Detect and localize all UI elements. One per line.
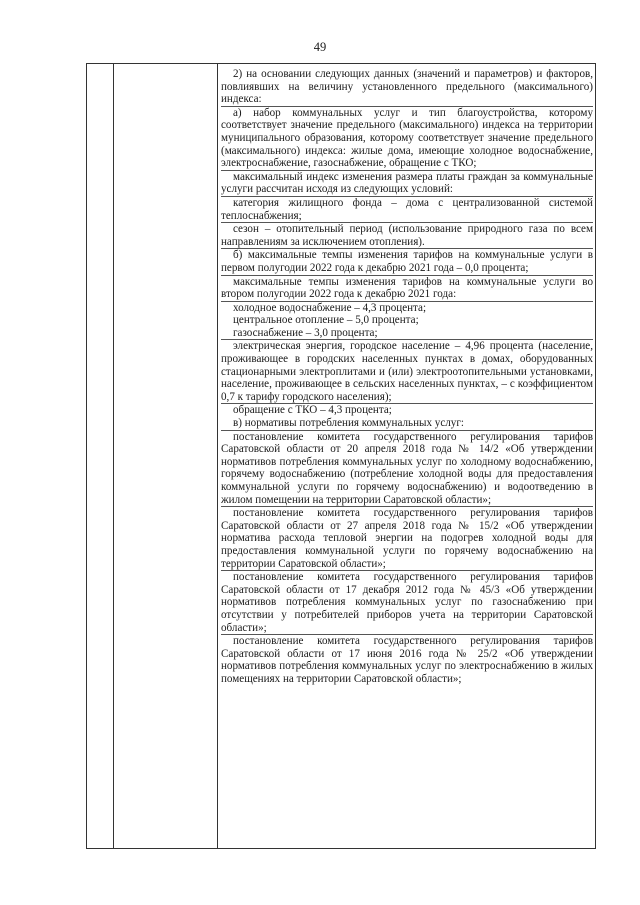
paragraph: б) максимальные темпы изменения тарифов на коммунальные услуги в первом полугодии 2022 года к декабрю 2021 года – 0,0 процента;	[221, 249, 593, 274]
paragraph: максимальный индекс изменения размера платы граждан за коммунальные услуги рассчитан исходя из следующих условий:	[221, 170, 593, 196]
paragraph: в) нормативы потребления коммунальных услуг:	[221, 417, 593, 431]
paragraph: сезон – отопительный период (использование природного газа по всем направлениям за исключением отопления).	[221, 223, 593, 248]
paragraph: обращение с ТКО – 4,3 процента;	[233, 404, 392, 417]
paragraph: электрическая энергия, городское население – 4,96 процента (население, проживающее в городских населенных пунктах в домах, оборудованных стационарными электроплитами и (или) электроотопительными установками, население, проживающее в сельских населенных пунктах, – с коэффициентом 0,7 к тарифу городского населения);	[221, 340, 593, 403]
document-table	[86, 63, 596, 849]
page-number: 49	[313, 40, 327, 54]
paragraph: постановление комитета государственного регулирования тарифов Саратовской области от 27 апреля 2018 года № 15/2 «Об утверждении норматива расхода тепловой энергии на подогрев холодной воды для предоставления коммунальной услуги по горячему водоснабжению на территории Саратовской области»;	[221, 507, 593, 570]
paragraph: постановление комитета государственного регулирования тарифов Саратовской области от 17 декабря 2012 года № 45/3 «Об утверждении нормативов потребления коммунальных услуг по газоснабжению при отсутствии у потребителей приборов учета на территории Саратовской области»;	[221, 571, 593, 634]
paragraph: центральное отопление – 5,0 процента;	[233, 314, 419, 327]
paragraph: газоснабжение – 3,0 процента;	[221, 327, 593, 341]
paragraph: холодное водоснабжение – 4,3 процента;	[233, 301, 427, 314]
table-column-divider	[217, 64, 218, 848]
paragraph: постановление комитета государственного регулирования тарифов Саратовской области от 17 июня 2016 года № 25/2 «Об утверждении нормативов потребления коммунальных услуг по электроснабжению в жилых помещениях на территории Саратовской области»;	[221, 635, 593, 685]
paragraph: максимальные темпы изменения тарифов на коммунальные услуги во втором полугодии 2022 года к декабрю 2021 года:	[221, 275, 593, 301]
paragraph: а) набор коммунальных услуг и тип благоустройства, которому соответствует значение предельного (максимального) индекса на территории муниципального образования, которому соответствует значение предельного (максимального) индекса: жилые дома, имеющие холодное водоснабжение, электроснабжение, газоснабжение, обращение с ТКО;	[221, 106, 593, 170]
table-text-cell	[221, 68, 593, 686]
paragraph: постановление комитета государственного регулирования тарифов Саратовской области от 20 апреля 2018 года № 14/2 «Об утверждении нормативов потребления коммунальных услуг по холодному водоснабжению, горячему водоснабжению (потребление холодной воды для предоставления коммунальной услуги по горячему водоснабжению) и водоотведению в жилом помещении на территории Саратовской области»;	[221, 430, 593, 506]
table-column-divider	[113, 64, 114, 848]
paragraph: 2) на основании следующих данных (значений и параметров) и факторов, повлиявших на величину установленного предельного (максимального) индекса:	[221, 68, 593, 106]
paragraph: категория жилищного фонда – дома с централизованной системой теплоснабжения;	[221, 196, 593, 222]
